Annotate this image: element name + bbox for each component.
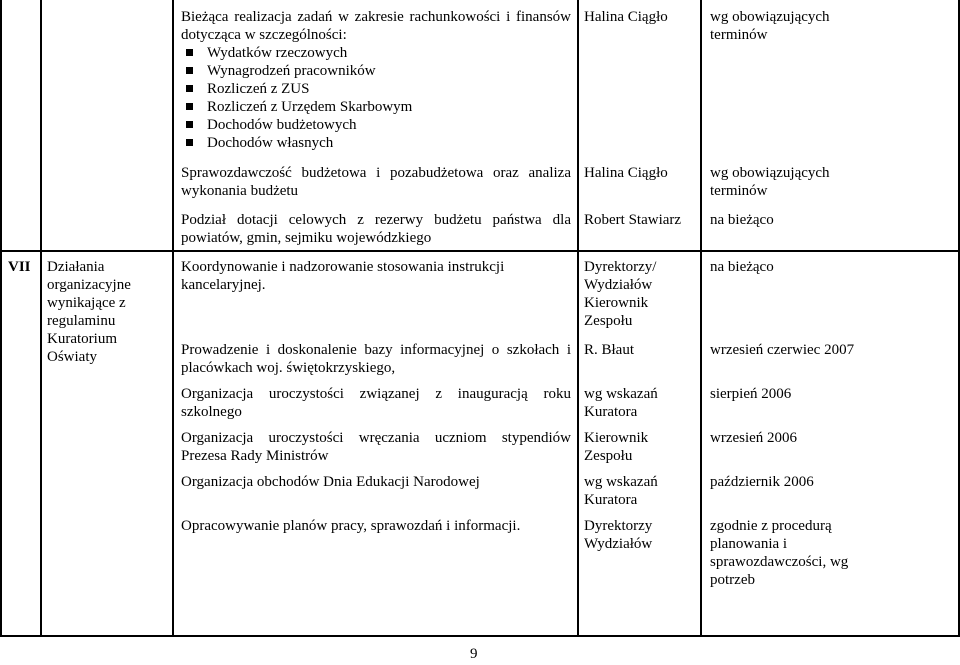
task-cell: Prowadzenie i doskonalenie bazy informacyjnej o szkołach i placówkach woj. świętokrzyskiego, — [181, 342, 571, 376]
table-border — [0, 250, 960, 252]
section-number: VII — [8, 259, 31, 275]
responsible-cell: Dyrektorzy Wydziałów — [584, 518, 653, 552]
responsible-cell: Halina Ciągło — [584, 165, 668, 181]
list-item: Rozliczeń z ZUS — [181, 80, 571, 98]
deadline-cell: wrzesień 2006 — [710, 430, 798, 446]
table-border — [0, 635, 960, 637]
table-border — [0, 0, 2, 636]
list-item: Wydatków rzeczowych — [181, 44, 571, 62]
responsible-cell: Kierownik Zespołu — [584, 430, 649, 464]
task-cell: Sprawozdawczość budżetowa i pozabudżetowa oraz analiza wykonania budżetu — [181, 165, 571, 199]
list-item: Wynagrodzeń pracowników — [181, 62, 571, 80]
task-cell: Organizacja uroczystości związanej z inauguracją roku szkolnego — [181, 386, 571, 420]
deadline-cell: wg obowiązujących terminów — [710, 165, 830, 199]
deadline-cell: sierpień 2006 — [710, 386, 792, 402]
list-item: Rozliczeń z Urzędem Skarbowym — [181, 98, 571, 116]
table-border — [577, 0, 579, 636]
task-intro: Bieżąca realizacja zadań w zakresie rachunkowości i finansów dotycząca w szczególności: — [181, 9, 571, 43]
responsible-cell: wg wskazań Kuratora — [584, 386, 658, 420]
section-title: Działania organizacyjne wynikające z regulaminu Kuratorium Oświaty — [47, 259, 131, 365]
task-cell: Podział dotacji celowych z rezerwy budżetu państwa dla powiatów, gmin, sejmiku wojewódzkiego — [181, 212, 571, 246]
page-number: 9 — [470, 646, 478, 662]
deadline-cell: na bieżąco — [710, 212, 774, 228]
table-border — [172, 0, 174, 636]
deadline-cell: październik 2006 — [710, 474, 814, 490]
responsible-cell: Robert Stawiarz — [584, 212, 682, 228]
responsible-cell: Halina Ciągło — [584, 9, 668, 25]
list-item: Dochodów budżetowych — [181, 116, 571, 134]
task-cell: Koordynowanie i nadzorowanie stosowania instrukcji kancelaryjnej. — [181, 259, 505, 293]
table-border — [40, 0, 42, 636]
list-item: Dochodów własnych — [181, 134, 571, 152]
deadline-cell: zgodnie z procedurą planowania i sprawozdawczości, wg potrzeb — [710, 518, 849, 588]
responsible-cell: wg wskazań Kuratora — [584, 474, 658, 508]
task-cell: Opracowywanie planów pracy, sprawozdań i informacji. — [181, 518, 521, 534]
task-cell — [181, 8, 571, 152]
task-bullet-list — [181, 44, 571, 152]
table-border — [700, 0, 702, 636]
deadline-cell: na bieżąco — [710, 259, 774, 275]
responsible-cell: R. Błaut — [584, 342, 635, 358]
responsible-cell: Dyrektorzy/ Wydziałów Kierownik Zespołu — [584, 259, 657, 329]
task-cell: Organizacja obchodów Dnia Edukacji Narodowej — [181, 474, 480, 490]
task-cell: Organizacja uroczystości wręczania uczniom stypendiów Prezesa Rady Ministrów — [181, 430, 571, 464]
deadline-cell: wg obowiązujących terminów — [710, 9, 830, 43]
deadline-cell: wrzesień czerwiec 2007 — [710, 342, 855, 358]
